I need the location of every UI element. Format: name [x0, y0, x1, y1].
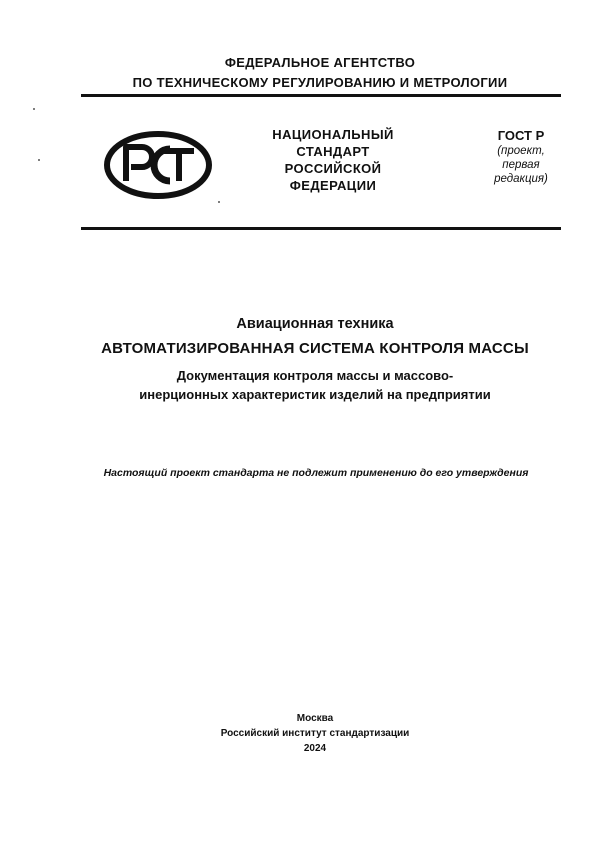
document-subtitle-line1: Документация контроля массы и массово-	[176, 368, 454, 383]
header-divider-top	[81, 94, 561, 97]
publication-year: 2024	[303, 743, 327, 754]
scan-speck	[33, 108, 35, 110]
draft-notice: Настоящий проект стандарта не подлежит применению до его утверждения	[103, 467, 529, 479]
scan-speck	[218, 201, 220, 203]
scan-speck	[38, 159, 40, 161]
publisher-organization: Российский институт стандартизации	[220, 728, 410, 739]
national-standard-line4: ФЕДЕРАЦИИ	[289, 178, 377, 193]
national-standard-line2: СТАНДАРТ	[296, 144, 370, 159]
document-subtitle	[60, 366, 570, 404]
publisher-city: Москва	[296, 713, 334, 724]
document-title: АВТОМАТИЗИРОВАННАЯ СИСТЕМА КОНТРОЛЯ МАССЫ	[101, 340, 529, 357]
gost-designation	[478, 128, 564, 186]
national-standard-line3: РОССИЙСКОЙ	[284, 161, 382, 176]
gost-code: ГОСТ Р	[497, 128, 545, 143]
gost-status-line1: (проект,	[497, 145, 545, 157]
document-category: Авиационная техника	[236, 316, 394, 332]
header-divider-bottom	[81, 227, 561, 230]
gost-r-logo-icon	[104, 131, 212, 199]
gost-status-line3: редакция)	[494, 173, 548, 185]
agency-name-line1: ФЕДЕРАЛЬНОЕ АГЕНТСТВО	[224, 55, 416, 70]
agency-name-line2: ПО ТЕХНИЧЕСКОМУ РЕГУЛИРОВАНИЮ И МЕТРОЛОГИИ	[132, 75, 508, 90]
national-standard-label	[243, 126, 423, 194]
document-subtitle-line2: инерционных характеристик изделий на предприятии	[139, 387, 491, 402]
gost-status-line2: первая	[502, 159, 540, 171]
national-standard-line1: НАЦИОНАЛЬНЫЙ	[272, 127, 394, 142]
